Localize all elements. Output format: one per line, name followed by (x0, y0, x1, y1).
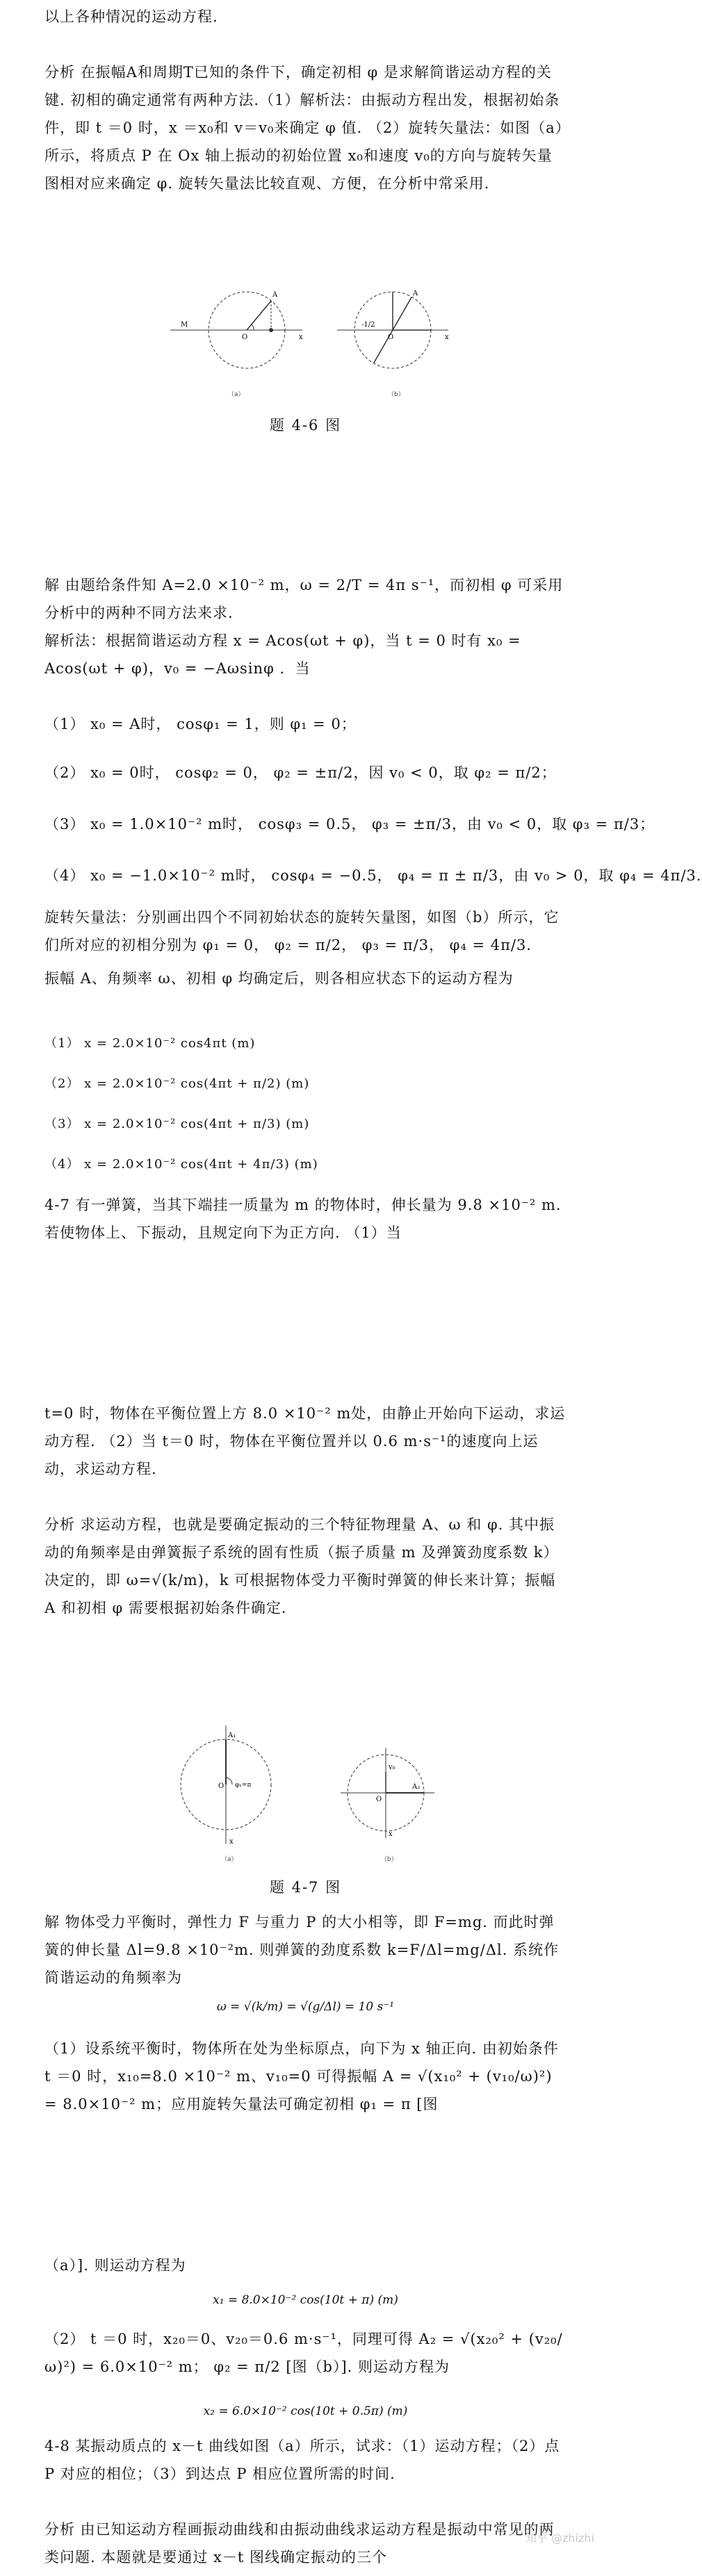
label-x: x (389, 1830, 393, 1838)
figure-4-6b (334, 274, 452, 379)
figure-4-7b (330, 1744, 441, 1841)
watermark: 知乎 @zhizhi (525, 2532, 594, 2545)
figure-4-7b-label: （b） (381, 1856, 398, 1863)
label-x: x (229, 1838, 234, 1846)
solution-4-6: 解 由题给条件知 A=2.0 ×10⁻² m，ω = 2/T = 4π s⁻¹，而初相 φ 可采用分析中的两种不同方法来求. (44, 577, 564, 621)
label-x: x (299, 334, 303, 341)
figure-4-6a (167, 274, 306, 379)
figure-caption-4-7: 题 4-7 图 (269, 1879, 342, 1896)
equation-x2: x₂ = 6.0×10⁻² cos(10t + 0.5π) (m) (203, 2404, 408, 2418)
part-1: （1）设系统平衡时，物体所在处为坐标原点，向下为 x 轴正向. 由初始条件 t ＝0 时，x₁₀=8.0 ×10⁻² m、v₁₀=0 可得振幅 A = √(x₁₀² + (v₁₀/ω)²) = 8.0×10⁻² m；应用旋转矢量法可确定初相 φ₁ = π [图 (44, 2040, 559, 2113)
summary: 振幅 A、角频率 ω、初相 φ 均确定后，则各相应状态下的运动方程为 (44, 970, 514, 987)
case-4: （4） x₀ = −1.0×10⁻² m时， cosφ₄ = −0.5， φ₄ = π ± π/3，由 v₀ > 0，取 φ₄ = 4π/3. (44, 867, 702, 884)
label-v0: v₀ (389, 1764, 395, 1771)
label-a: A (272, 291, 278, 299)
analysis-4-8: 分析 由已知运动方程画振动曲线和由振动曲线求运动方程是振动中常见的两类问题. 本题就是要通过 x－t 图线确定振动的三个 (44, 2521, 555, 2566)
label-a: A (413, 290, 418, 297)
label-o: O (242, 334, 248, 341)
part-1-cont: （a）]. 则运动方程为 (44, 2257, 186, 2274)
case-2: （2） x₀ = 0时， cosφ₂ = 0， φ₂ = ±π/2，因 v₀ < 0，取 φ₂ = π/2； (44, 764, 557, 781)
label-phi: φ₁=π (235, 1782, 252, 1789)
vector-method: 旋转矢量法：分别画出四个不同初始状态的旋转矢量图，如图（b）所示，它们所对应的初相分别为 φ₁ = 0， φ₂ = π/2， φ₃ = π/3， φ₄ = 4π/3. (44, 909, 560, 953)
question-4-7: 4-7 有一弹簧，当其下端挂一质量为 m 的物体时，伸长量为 9.8 ×10⁻² m. 若使物体上、下振动，且规定向下为正方向. （1）当 (44, 1197, 562, 1241)
phase-arc (226, 1778, 232, 1785)
part-2: （2） t ＝0 时，x₂₀＝0、v₂₀＝0.6 m·s⁻¹，同理可得 A₂ = √(x₂₀² + (v₂₀/ω)²) = 6.0×10⁻² m； φ₂ = π/2 [图（b）]. 则运动方程为 (44, 2331, 563, 2375)
label-minus-half: -1/2 (361, 321, 375, 329)
point-p (269, 328, 273, 332)
equation-4: （4） x = 2.0×10⁻² cos(4πt + 4π/3) (m) (44, 1157, 318, 1172)
label-o: O (218, 1782, 225, 1790)
phase-arc (252, 325, 254, 330)
case-3: （3） x₀ = 1.0×10⁻² m时， cosφ₃ = 0.5， φ₃ = ±π/3，由 v₀ < 0，取 φ₃ = π/3； (44, 816, 655, 832)
question-4-8: 4-8 某振动质点的 x－t 曲线如图（a）所示，试求：（1）运动方程；（2）点 P 对应的相位；（3）到达点 P 相应位置所需的时间. (44, 2438, 560, 2482)
label-a1: A₁ (228, 1732, 236, 1739)
rotating-vector (247, 301, 271, 330)
analytic-method: 解析法：根据简谐运动方程 x = Acos(ωt + φ)，当 t = 0 时有 x₀ = Acos(ωt + φ)，v₀ = −Aωsinφ ．当 (44, 632, 521, 677)
equation-x1: x₁ = 8.0×10⁻² cos(10t + π) (m) (213, 2293, 398, 2307)
figure-caption-4-6: 题 4-6 图 (269, 417, 342, 434)
analysis-4-6: 分析 在振幅A和周期T已知的条件下，确定初相 φ 是求解简谐运动方程的关键. 初相的确定通常有两种方法.（1）解析法：由振动方程出发，根据初始条件，即 t ＝0 时，x ＝x₀和 v＝v₀来确定 φ 值. （2）旋转矢量法：如图（a）所示，将质点 P 在 Ox 轴上振动的初始位置 x₀和速度 v₀的方向与旋转矢量图相对应来确定 φ. 旋转矢量法比较直观、方便，在分析中常采用. (44, 64, 564, 192)
intro-line: 以上各种情况的运动方程. (44, 8, 218, 25)
case-1: （1） x₀ = A时， cosφ₁ = 1，则 φ₁ = 0； (44, 716, 357, 732)
figure-4-6a-label: （a） (228, 391, 245, 398)
label-a2: A₂ (412, 1783, 421, 1791)
label-o: O (376, 1796, 382, 1803)
vector-3 (393, 297, 411, 330)
label-m: M (181, 321, 188, 329)
figure-4-7a-label: （a） (221, 1856, 238, 1863)
omega-formula: ω = √(k/m) = √(g/Δl) = 10 s⁻¹ (216, 2000, 395, 2014)
equation-3: （3） x = 2.0×10⁻² cos(4πt + π/3) (m) (44, 1117, 310, 1131)
equation-1: （1） x = 2.0×10⁻² cos4πt (m) (44, 1036, 256, 1051)
analysis-4-7: 分析 求运动方程，也就是要确定振动的三个特征物理量 A、ω 和 φ. 其中振动的角频率是由弹簧振子系统的固有性质（振子质量 m 及弹簧劲度系数 k）决定的，即 ω=√(k/m)，k 可根据物体受力平衡时弹簧的伸长来计算；振幅 A 和初相 φ 需要根据初始条件确定. (44, 1516, 559, 1616)
figure-4-7a (174, 1722, 278, 1847)
question-4-7-cont: t=0 时，物体在平衡位置上方 8.0 ×10⁻² m处，由静止开始向下运动，求运动方程. （2）当 t＝0 时，物体在平衡位置并以 0.6 m·s⁻¹的速度向上运动，求运动方程. (44, 1405, 566, 1477)
label-x: x (445, 334, 449, 341)
equation-2: （2） x = 2.0×10⁻² cos(4πt + π/2) (m) (44, 1076, 310, 1091)
figure-4-6b-label: （b） (388, 391, 405, 398)
solution-4-7: 解 物体受力平衡时，弹性力 F 与重力 P 的大小相等，即 F=mg. 而此时弹簧的伸长量 Δl=9.8 ×10⁻²m. 则弹簧的劲度系数 k=F/Δl=mg/Δl. 系统作简谐运动的角频率为 (44, 1914, 560, 1986)
label-o: O (388, 334, 394, 341)
